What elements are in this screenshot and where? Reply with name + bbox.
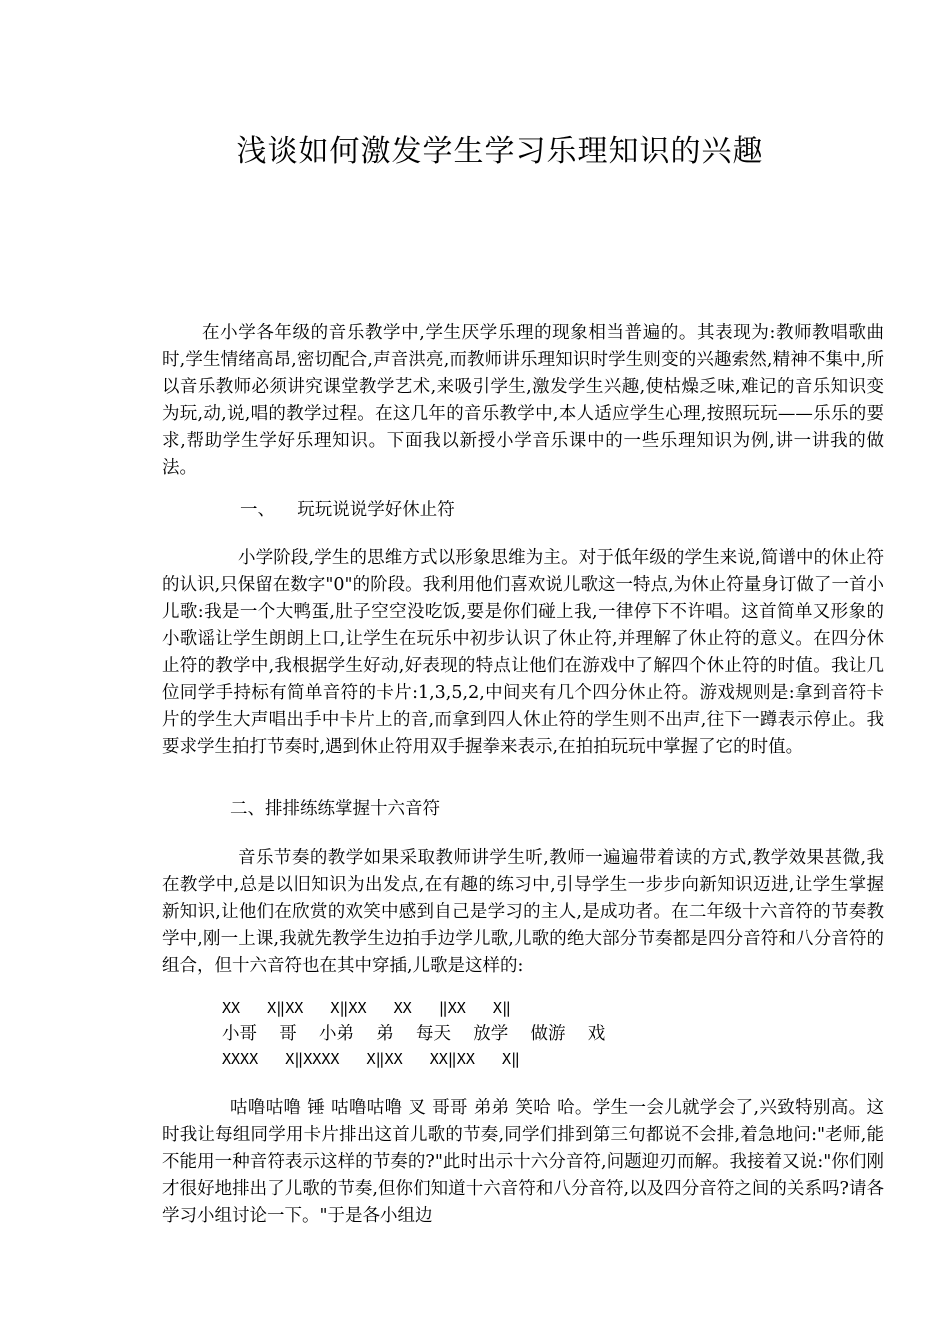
section-heading-sixteenth-notes: 二、排排练练掌握十六音符 [230,799,440,819]
rests-paragraph: 小学阶段,学生的思维方式以形象思维为主。对于低年级的学生来说,简谱中的休止符的认识,只保留在数字"0"的阶段。我利用他们喜欢说儿歌这一特点,为休止符量身订做了一首小儿歌:我是一个大鸭蛋,肚子空空没吃饭,要是你们碰上我,一律停下不许唱。这首简单又形象的小歌谣让学生朗朗上口,让学生在玩乐中初步认识了休止符,并理解了休止符的意义。在四分休止符的教学中,我根据学生好动,好表现的特点让他们在游戏中了解四个休止符的时值。我让几位同学手持标有简单音符的卡片:1,3,5,2,中间夹有几个四分休止符。游戏规则是:拿到音符卡片的学生大声唱出手中卡片上的音,而拿到四人休止符的学生则不出声,往下一蹲表示停止。我要求学生拍打节奏时,遇到休止符用双手握拳来表示,在拍拍玩玩中掌握了它的时值。 [162,548,884,757]
rhythm-line-2: XXXX X‖XXXX X‖XX XX‖XX X‖ [222,1050,521,1068]
intro-paragraph: 在小学各年级的音乐教学中,学生厌学乐理的现象相当普遍的。其表现为:教师教唱歌曲时,学生情绪高昂,密切配合,声音洪亮,而教师讲乐理知识时学生则变的兴趣索然,精神不集中,所以音乐教师必须讲究课堂教学艺术,来吸引学生,激发学生兴趣,使枯燥乏味,难记的音乐知识变为玩,动,说,唱的教学过程。在这几年的音乐教学中,本人适应学生心理,按照玩玩——乐乐的要求,帮助学生学好乐理知识。下面我以新授小学音乐课中的一些乐理知识为例,讲一讲我的做法。 [162,323,884,478]
document-title: 浅谈如何激发学生学习乐理知识的兴趣 [236,134,764,169]
section-heading-rests: 一、 玩玩说说学好休止符 [240,500,455,520]
closing-paragraph: 咕噜咕噜 锤 咕噜咕噜 叉 哥哥 弟弟 笑哈 哈。学生一会儿就学会了,兴致特别高。这时我让每组同学用卡片排出这首儿歌的节奏,同学们排到第三句都说不会排,着急地问:"老师,能不能用一种音符表示这样的节奏的?"此时出示十六分音符,问题迎刃而解。我接着又说:"你们刚才很好地排出了儿歌的节奏,但你们知道十六音符和八分音符,以及四分音符之间的关系吗?请各学习小组讨论一下。"于是各小组边 [162,1098,884,1226]
lyrics-line: 小哥 哥 小弟 弟 每天 放学 做游 戏 [222,1024,606,1044]
sixteenth-notes-paragraph: 音乐节奏的教学如果采取教师讲学生听,教师一遍遍带着读的方式,教学效果甚微,我在教学中,总是以旧知识为出发点,在有趣的练习中,引导学生一步步向新知识迈进,让学生掌握新知识,让他们在欣赏的欢笑中感到自己是学习的主人,是成功者。在二年级十六音符的节奏教学中,刚一上课,我就先教学生边拍手边学儿歌,儿歌的绝大部分节奏都是四分音符和八分音符的组合，但十六音符也在其中穿插,儿歌是这样的: [162,848,884,976]
rhythm-line-1: XX X‖XX X‖XX XX ‖XX X‖ [222,999,511,1017]
